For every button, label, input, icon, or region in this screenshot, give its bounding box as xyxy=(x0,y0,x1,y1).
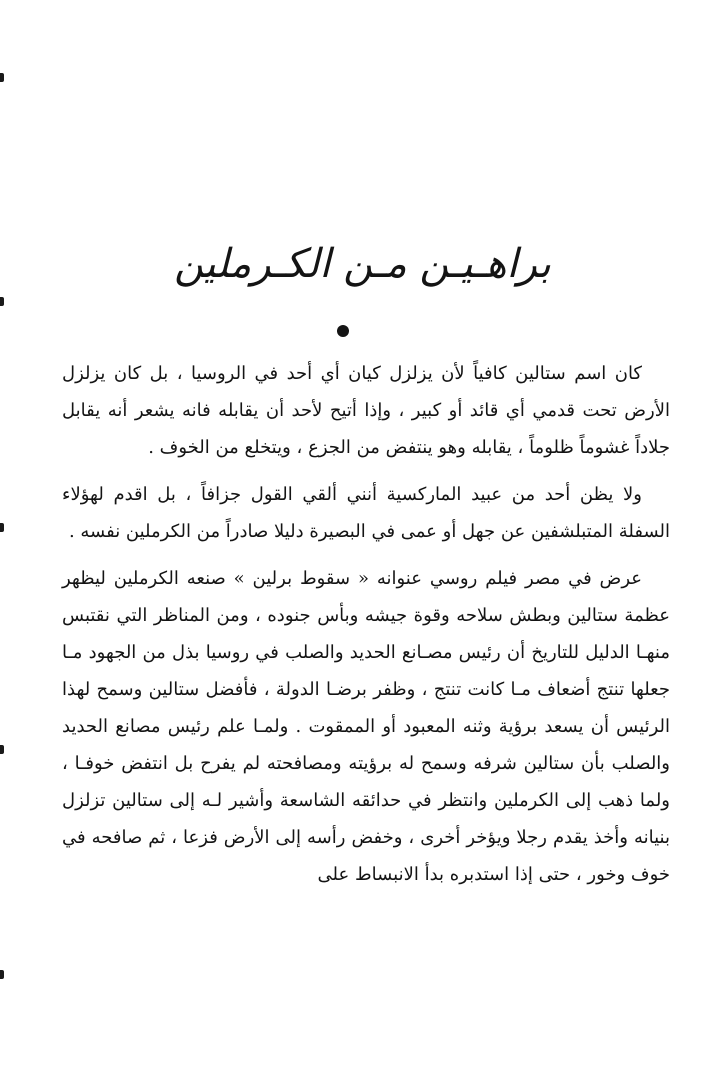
page-edge-mark xyxy=(0,73,4,82)
page-edge-mark xyxy=(0,297,4,306)
paragraph: كان اسم ستالين كافياً لأن يزلزل كيان أي أحد في الروسيا ، بل كان يزلزل الأرض تحت قدمي أي قائد أو كبير ، وإذا أتيح لأحد أن يقابله فانه يشعر أنه يقابل جلاداً غشوماً ظلوماً ، يقابله وهو ينتفض من الجزع ، ويتخلع من الخوف . xyxy=(62,363,670,458)
chapter-title: براهـيـن مـن الكـرملين xyxy=(174,241,551,287)
page-edge-mark xyxy=(0,523,4,532)
page-edge-mark xyxy=(0,745,4,754)
paragraph: ولا يظن أحد من عبيد الماركسية أنني ألقي القول جزافاً ، بل اقدم لهؤلاء السفلة المتبلشفين عن جهل أو عمى في البصيرة دليلا صادراً من الكرملين نفسه . xyxy=(62,484,670,542)
page-edge-mark xyxy=(0,970,4,979)
section-bullet xyxy=(337,325,349,337)
chapter-body xyxy=(62,355,670,893)
paragraph: عرض في مصر فيلم روسي عنوانه « سقوط برلين » صنعه الكرملين ليظهر عظمة ستالين وبطش سلاحه وقوة جيشه وبأس جنوده ، ومن المناظر التي نقتبس منهـا الدليل للتاريخ أن رئيس مصـانع الحديد والصلب في روسيا بذل من الجهود مـا جعلها تنتج أضعاف مـا كانت تنتج ، وظفر برضـا الدولة ، فأفضل ستالين وسمح لهذا الرئيس أن يسعد برؤية وثنه المعبود أو الممقوت . ولمـا علم رئيس مصانع الحديد والصلب بأن ستالين شرفه وسمح له برؤيته ومصافحته لم يفرح بل انتفض خوفـا ، ولما ذهب إلى الكرملين وانتظر في حدائقه الشاسعة وأشير لـه إلى ستالين تزلزل بنيانه وأخذ يقدم رجلا ويؤخر أخرى ، وخفض رأسه إلى الأرض فزعا ، ثم صافحه في خوف وخور ، حتى إذا استدبره بدأ الانبساط على xyxy=(62,568,670,885)
